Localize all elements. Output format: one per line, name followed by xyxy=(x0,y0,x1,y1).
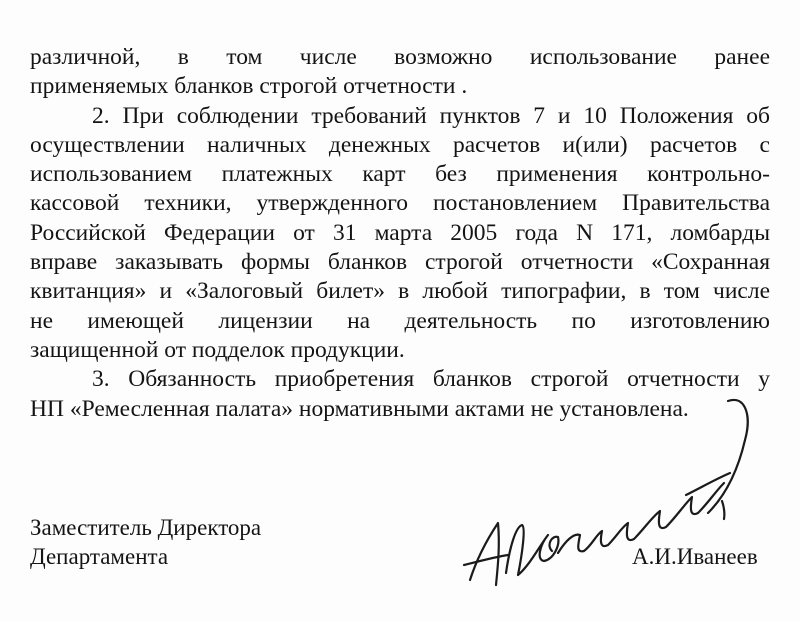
text-line: применяемых бланков строгой отчетности . xyxy=(30,73,468,100)
text-line: не имеющей лицензии на деятельность по изготовлению xyxy=(30,307,770,334)
text-line: 3. Обязанность приобретения бланков строгой отчетности у xyxy=(92,366,770,393)
text-line: защищенной от подделок продукции. xyxy=(30,336,405,363)
signatory-title-line-2: Департамента xyxy=(30,544,169,569)
signatory-title xyxy=(30,513,261,571)
text-line: использованием платежных карт без применения контрольно- xyxy=(30,161,770,188)
text-line: вправе заказывать формы бланков строгой отчетности «Сохранная xyxy=(30,249,770,276)
text-line: различной, в том числе возможно использование ранее xyxy=(30,44,770,70)
signatory-title-line-1: Заместитель Директора xyxy=(30,515,262,540)
letter-body xyxy=(30,43,770,424)
signatory-name: А.И.Иванеев xyxy=(632,544,758,569)
text-line: НП «Ремесленная палата» нормативными актами не установлена. xyxy=(30,395,689,422)
text-line: осуществлении наличных денежных расчетов и(или) расчетов с xyxy=(30,131,770,158)
text-line: 2. При соблюдении требований пунктов 7 и 10 Положения об xyxy=(92,102,770,129)
text-line: кассовой техники, утвержденного постановлением Правительства xyxy=(30,190,770,217)
text-line: Российской Федерации от 31 марта 2005 года N 171, ломбарды xyxy=(30,219,770,246)
text-line: квитанция» и «Залоговый билет» в любой типографии, в том числе xyxy=(30,278,770,305)
